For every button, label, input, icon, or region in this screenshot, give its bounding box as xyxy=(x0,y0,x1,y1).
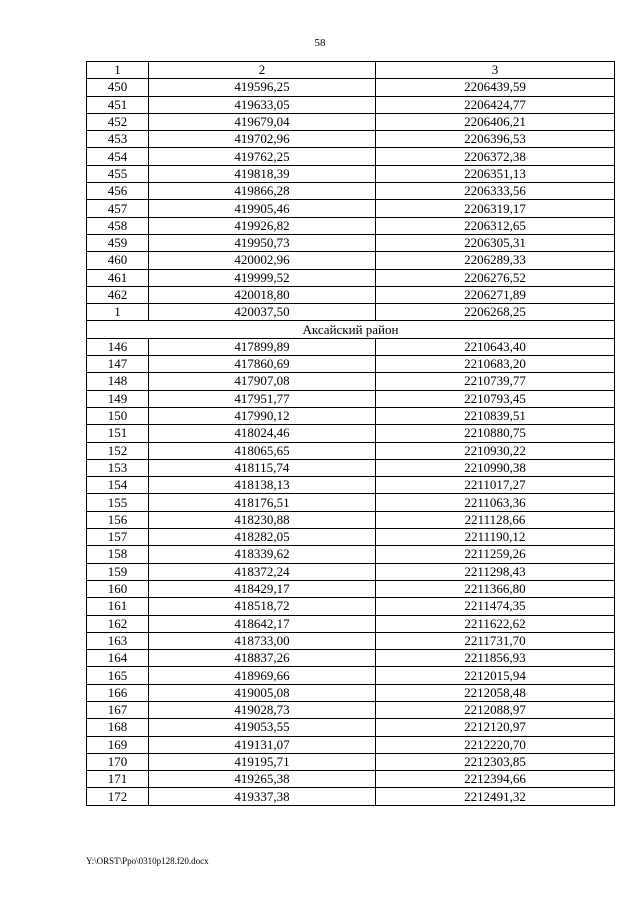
point-number-cell: 171 xyxy=(87,771,149,788)
table-row xyxy=(87,650,615,667)
point-number-cell: 148 xyxy=(87,373,149,390)
x-coordinate-cell: 418176,51 xyxy=(149,494,376,511)
table-row xyxy=(87,217,615,234)
table-row xyxy=(87,304,615,321)
y-coordinate-cell: 2212088,97 xyxy=(376,701,615,718)
x-coordinate-cell: 419337,38 xyxy=(149,788,376,805)
y-coordinate-cell: 2211128,66 xyxy=(376,511,615,528)
y-coordinate-cell: 2206351,13 xyxy=(376,165,615,182)
point-number-cell: 151 xyxy=(87,425,149,442)
x-coordinate-cell: 419028,73 xyxy=(149,701,376,718)
table-header-row xyxy=(87,62,615,79)
x-coordinate-cell: 418518,72 xyxy=(149,598,376,615)
point-number-cell: 156 xyxy=(87,511,149,528)
x-coordinate-cell: 418230,88 xyxy=(149,511,376,528)
table-row xyxy=(87,598,615,615)
point-number-cell: 152 xyxy=(87,442,149,459)
x-coordinate-cell: 418837,26 xyxy=(149,650,376,667)
y-coordinate-cell: 2211474,35 xyxy=(376,598,615,615)
table-row xyxy=(87,286,615,303)
point-number-cell: 155 xyxy=(87,494,149,511)
x-coordinate-cell: 419195,71 xyxy=(149,753,376,770)
point-number-cell: 167 xyxy=(87,701,149,718)
section-title: Аксайский район xyxy=(87,321,615,338)
point-number-cell: 146 xyxy=(87,338,149,355)
table-row xyxy=(87,113,615,130)
x-coordinate-cell: 419999,52 xyxy=(149,269,376,286)
table-row xyxy=(87,459,615,476)
y-coordinate-cell: 2206268,25 xyxy=(376,304,615,321)
point-number-cell: 457 xyxy=(87,200,149,217)
table-row xyxy=(87,390,615,407)
y-coordinate-cell: 2212120,97 xyxy=(376,719,615,736)
point-number-cell: 460 xyxy=(87,252,149,269)
x-coordinate-cell: 418372,24 xyxy=(149,563,376,580)
table-row xyxy=(87,148,615,165)
y-coordinate-cell: 2212220,70 xyxy=(376,736,615,753)
point-number-cell: 1 xyxy=(87,304,149,321)
point-number-cell: 454 xyxy=(87,148,149,165)
x-coordinate-cell: 418339,62 xyxy=(149,546,376,563)
table-row xyxy=(87,546,615,563)
y-coordinate-cell: 2206312,65 xyxy=(376,217,615,234)
x-coordinate-cell: 417990,12 xyxy=(149,407,376,424)
y-coordinate-cell: 2211731,70 xyxy=(376,632,615,649)
y-coordinate-cell: 2211298,43 xyxy=(376,563,615,580)
table-row xyxy=(87,771,615,788)
table-row xyxy=(87,131,615,148)
x-coordinate-cell: 418024,46 xyxy=(149,425,376,442)
point-number-cell: 453 xyxy=(87,131,149,148)
point-number-cell: 159 xyxy=(87,563,149,580)
y-coordinate-cell: 2211259,26 xyxy=(376,546,615,563)
table-row xyxy=(87,529,615,546)
x-coordinate-cell: 420002,96 xyxy=(149,252,376,269)
x-coordinate-cell: 419265,38 xyxy=(149,771,376,788)
table-row xyxy=(87,234,615,251)
table-row xyxy=(87,788,615,805)
x-coordinate-cell: 419053,55 xyxy=(149,719,376,736)
point-number-cell: 458 xyxy=(87,217,149,234)
table-row xyxy=(87,667,615,684)
table-row xyxy=(87,753,615,770)
y-coordinate-cell: 2212303,85 xyxy=(376,753,615,770)
table-row xyxy=(87,96,615,113)
table-row xyxy=(87,632,615,649)
x-coordinate-cell: 419702,96 xyxy=(149,131,376,148)
x-coordinate-cell: 419905,46 xyxy=(149,200,376,217)
x-coordinate-cell: 418429,17 xyxy=(149,580,376,597)
y-coordinate-cell: 2206406,21 xyxy=(376,113,615,130)
table-row xyxy=(87,442,615,459)
y-coordinate-cell: 2206424,77 xyxy=(376,96,615,113)
point-number-cell: 154 xyxy=(87,477,149,494)
point-number-cell: 150 xyxy=(87,407,149,424)
x-coordinate-cell: 419633,05 xyxy=(149,96,376,113)
point-number-cell: 459 xyxy=(87,234,149,251)
table-row xyxy=(87,200,615,217)
point-number-cell: 168 xyxy=(87,719,149,736)
point-number-cell: 451 xyxy=(87,96,149,113)
point-number-cell: 160 xyxy=(87,580,149,597)
y-coordinate-cell: 2211017,27 xyxy=(376,477,615,494)
point-number-cell: 166 xyxy=(87,684,149,701)
point-number-cell: 172 xyxy=(87,788,149,805)
y-coordinate-cell: 2206289,33 xyxy=(376,252,615,269)
header-cell-y: 3 xyxy=(376,62,615,79)
y-coordinate-cell: 2211063,36 xyxy=(376,494,615,511)
point-number-cell: 163 xyxy=(87,632,149,649)
point-number-cell: 452 xyxy=(87,113,149,130)
y-coordinate-cell: 2210930,22 xyxy=(376,442,615,459)
section-title-row xyxy=(87,321,615,338)
table-row xyxy=(87,615,615,632)
table-row xyxy=(87,165,615,182)
table-row xyxy=(87,356,615,373)
x-coordinate-cell: 417860,69 xyxy=(149,356,376,373)
x-coordinate-cell: 419950,73 xyxy=(149,234,376,251)
x-coordinate-cell: 420037,50 xyxy=(149,304,376,321)
y-coordinate-cell: 2210739,77 xyxy=(376,373,615,390)
table-row xyxy=(87,580,615,597)
y-coordinate-cell: 2206319,17 xyxy=(376,200,615,217)
footer-file-path: Y:\ORST\Ppo\0310p128.f20.docx xyxy=(86,856,209,866)
y-coordinate-cell: 2212394,66 xyxy=(376,771,615,788)
x-coordinate-cell: 419131,07 xyxy=(149,736,376,753)
y-coordinate-cell: 2210839,51 xyxy=(376,407,615,424)
y-coordinate-cell: 2210793,45 xyxy=(376,390,615,407)
point-number-cell: 169 xyxy=(87,736,149,753)
table-row xyxy=(87,494,615,511)
x-coordinate-cell: 419005,08 xyxy=(149,684,376,701)
x-coordinate-cell: 419679,04 xyxy=(149,113,376,130)
point-number-cell: 462 xyxy=(87,286,149,303)
y-coordinate-cell: 2206333,56 xyxy=(376,183,615,200)
point-number-cell: 158 xyxy=(87,546,149,563)
y-coordinate-cell: 2211856,93 xyxy=(376,650,615,667)
x-coordinate-cell: 419866,28 xyxy=(149,183,376,200)
point-number-cell: 157 xyxy=(87,529,149,546)
header-cell-x: 2 xyxy=(149,62,376,79)
point-number-cell: 165 xyxy=(87,667,149,684)
x-coordinate-cell: 418733,00 xyxy=(149,632,376,649)
page-number: 58 xyxy=(314,37,326,49)
table-row xyxy=(87,79,615,96)
x-coordinate-cell: 417951,77 xyxy=(149,390,376,407)
x-coordinate-cell: 419762,25 xyxy=(149,148,376,165)
point-number-cell: 161 xyxy=(87,598,149,615)
x-coordinate-cell: 419926,82 xyxy=(149,217,376,234)
point-number-cell: 450 xyxy=(87,79,149,96)
point-number-cell: 461 xyxy=(87,269,149,286)
point-number-cell: 170 xyxy=(87,753,149,770)
table-row xyxy=(87,407,615,424)
point-number-cell: 456 xyxy=(87,183,149,200)
x-coordinate-cell: 419818,39 xyxy=(149,165,376,182)
x-coordinate-cell: 418065,65 xyxy=(149,442,376,459)
table-row xyxy=(87,252,615,269)
table-row xyxy=(87,719,615,736)
y-coordinate-cell: 2210990,38 xyxy=(376,459,615,476)
table-row xyxy=(87,684,615,701)
y-coordinate-cell: 2206396,53 xyxy=(376,131,615,148)
y-coordinate-cell: 2211190,12 xyxy=(376,529,615,546)
point-number-cell: 162 xyxy=(87,615,149,632)
x-coordinate-cell: 419596,25 xyxy=(149,79,376,96)
point-number-cell: 164 xyxy=(87,650,149,667)
table-row xyxy=(87,736,615,753)
x-coordinate-cell: 418642,17 xyxy=(149,615,376,632)
y-coordinate-cell: 2210643,40 xyxy=(376,338,615,355)
y-coordinate-cell: 2206372,38 xyxy=(376,148,615,165)
table-row xyxy=(87,183,615,200)
x-coordinate-cell: 418115,74 xyxy=(149,459,376,476)
table-row xyxy=(87,511,615,528)
y-coordinate-cell: 2206305,31 xyxy=(376,234,615,251)
y-coordinate-cell: 2210683,20 xyxy=(376,356,615,373)
y-coordinate-cell: 2211366,80 xyxy=(376,580,615,597)
y-coordinate-cell: 2212015,94 xyxy=(376,667,615,684)
table-row xyxy=(87,373,615,390)
y-coordinate-cell: 2206276,52 xyxy=(376,269,615,286)
table-row xyxy=(87,563,615,580)
y-coordinate-cell: 2210880,75 xyxy=(376,425,615,442)
y-coordinate-cell: 2212058,48 xyxy=(376,684,615,701)
x-coordinate-cell: 418138,13 xyxy=(149,477,376,494)
x-coordinate-cell: 418282,05 xyxy=(149,529,376,546)
coordinates-table xyxy=(86,61,615,806)
table-row xyxy=(87,477,615,494)
y-coordinate-cell: 2212491,32 xyxy=(376,788,615,805)
point-number-cell: 149 xyxy=(87,390,149,407)
table-row xyxy=(87,425,615,442)
y-coordinate-cell: 2206439,59 xyxy=(376,79,615,96)
table-row xyxy=(87,338,615,355)
x-coordinate-cell: 417907,08 xyxy=(149,373,376,390)
header-cell-number: 1 xyxy=(87,62,149,79)
y-coordinate-cell: 2211622,62 xyxy=(376,615,615,632)
coordinates-table-body xyxy=(87,62,615,806)
x-coordinate-cell: 418969,66 xyxy=(149,667,376,684)
point-number-cell: 153 xyxy=(87,459,149,476)
table-row xyxy=(87,269,615,286)
x-coordinate-cell: 417899,89 xyxy=(149,338,376,355)
point-number-cell: 147 xyxy=(87,356,149,373)
y-coordinate-cell: 2206271,89 xyxy=(376,286,615,303)
x-coordinate-cell: 420018,80 xyxy=(149,286,376,303)
point-number-cell: 455 xyxy=(87,165,149,182)
table-row xyxy=(87,701,615,718)
